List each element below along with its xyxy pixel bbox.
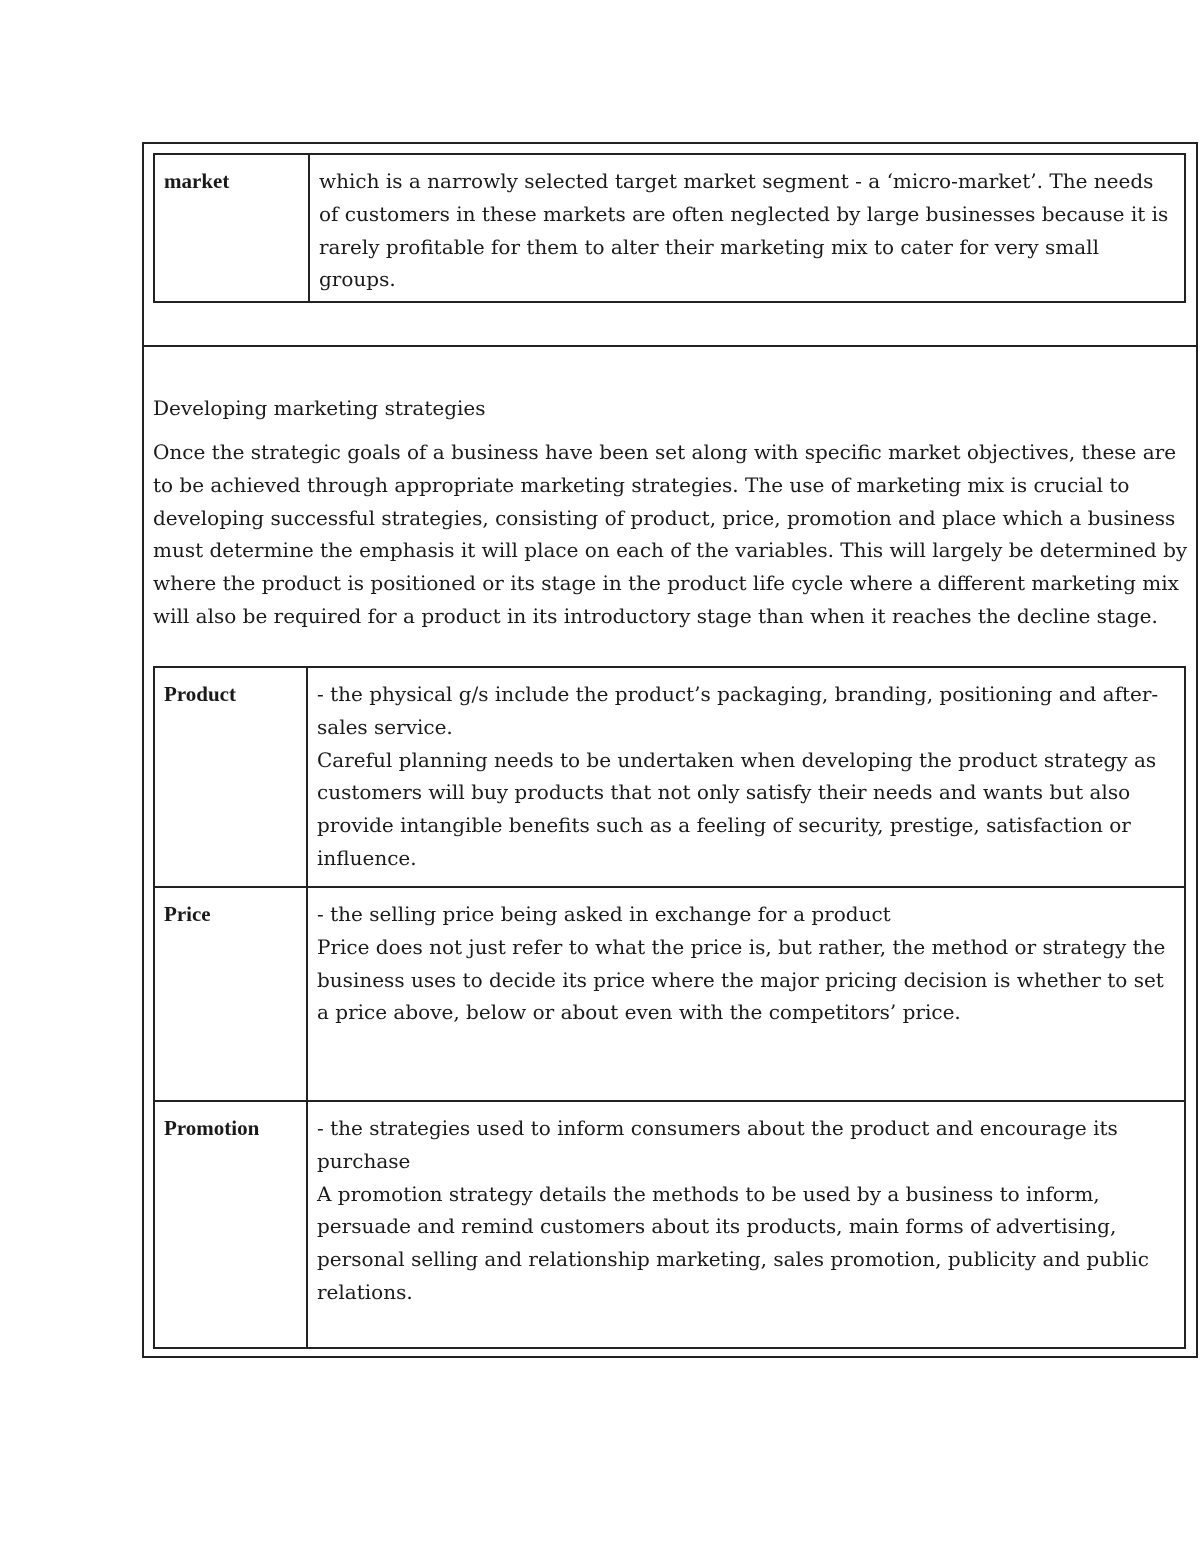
definition-text: - the strategies used to inform consumers about the product and encourage its purchase: [317, 1116, 1118, 1173]
table-row: [154, 154, 1185, 302]
term-cell: Product: [154, 667, 307, 887]
detail-text: A promotion strategy details the methods to be used by a business to inform, persuade and remind customers about its products, main forms of advertising, personal selling and relationship marketing, sales promotion, publicity and public relations.: [317, 1181, 1149, 1304]
section-heading: Developing marketing strategies: [153, 396, 486, 420]
section-divider: [144, 345, 1196, 347]
table-row: [154, 667, 1185, 887]
definition-text: - the selling price being asked in exchange for a product: [317, 902, 891, 926]
term-cell: Promotion: [154, 1101, 307, 1348]
definition-cell: [307, 1101, 1185, 1348]
definition-cell: [307, 887, 1185, 1101]
term-cell: market: [154, 154, 309, 302]
definition-text: - the physical g/s include the product’s packaging, branding, positioning and after-sales service.: [317, 682, 1159, 739]
detail-text: Careful planning needs to be undertaken when developing the product strategy as customers will buy products that not only satisfy their needs and wants but also provide intangible benefits such as a feeling of security, prestige, satisfaction or influence.: [317, 747, 1157, 870]
section-paragraph: Once the strategic goals of a business have been set along with specific market objectives, these are to be achieved through appropriate marketing strategies. The use of marketing mix is crucial to developing successful strategies, consisting of product, price, promotion and place which a business must determine the emphasis it will place on each of the variables. This will largely be determined by where the product is positioned or its stage in the product life cycle where a different marketing mix will also be required for a product in its introductory stage than when it reaches the decline stage.: [153, 440, 1188, 628]
market-definition-table: [153, 153, 1186, 303]
detail-text: Price does not just refer to what the price is, but rather, the method or strategy the business uses to decide its price where the major pricing decision is whether to set a price above, below or about even with the competitors’ price.: [317, 934, 1166, 1025]
table-row: [154, 1101, 1185, 1348]
marketing-mix-table: [153, 666, 1186, 1349]
definition-cell: [307, 667, 1185, 887]
term-cell: Price: [154, 887, 307, 1101]
document-frame: [142, 142, 1198, 1358]
table-row: [154, 887, 1185, 1101]
description-cell: which is a narrowly selected target market segment - a ‘micro-market’. The needs of customers in these markets are often neglected by large businesses because it is rarely profitable for them to alter their marketing mix to cater for very small groups.: [309, 154, 1185, 302]
